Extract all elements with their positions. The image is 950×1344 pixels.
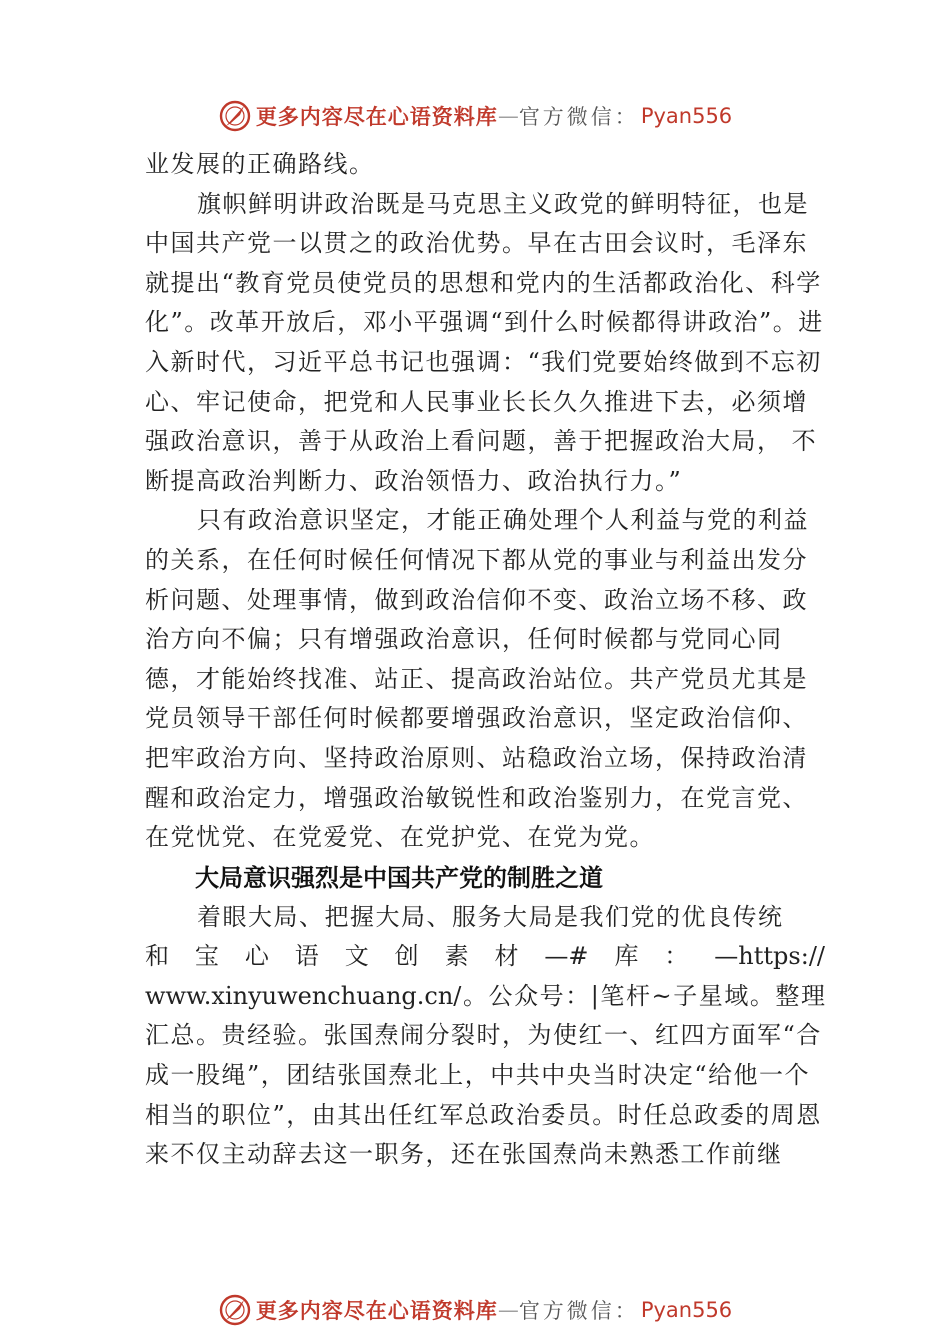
watermark-brand: 更多内容尽在心语资料库 bbox=[255, 1299, 498, 1323]
quill-seal-icon bbox=[218, 99, 252, 133]
quill-seal-icon bbox=[218, 1293, 252, 1327]
paragraph-rest: 汇总。贵经验。张国焘闹分裂时，为使红一、红四方面军“合成一股绳”，团结张国焘北上，中共中央当时决定“给他一个相当的职位”，由其出任红军总政治委员。时任总政委的周恩来不仅主动辞去这一职务，还在张国焘尚未熟悉工作前继 bbox=[145, 1021, 822, 1169]
document-body bbox=[145, 145, 825, 1175]
paragraph-big-picture bbox=[145, 898, 825, 1175]
watermark-separator: — bbox=[497, 104, 519, 128]
watermark-wechat-id: Pyan556 bbox=[640, 1298, 733, 1322]
watermark-wechat-id: Pyan556 bbox=[640, 104, 733, 128]
watermark-footer bbox=[0, 1290, 950, 1330]
paragraph-political-awareness: 只有政治意识坚定，才能正确处理个人利益与党的利益的关系，在任何时候任何情况下都从党的事业与利益出发分析问题、处理事情，做到政治信仰不变、政治立场不移、政治方向不偏；只有增强政治意识，任何时候都与党同心同德，才能始终找准、站正、提高政治站位。共产党员尤其是党员领导干部任何时候都要增强政治意识，坚定政治信仰、把牢政治方向、坚持政治原则、站稳政治立场，保持政治清醒和政治定力，增强政治敏锐性和政治鉴别力，在党言党、在党忧党、在党爱党、在党护党、在党为党。 bbox=[145, 506, 809, 852]
watermark-label: 官方微信： bbox=[518, 105, 639, 129]
section-heading: 大局意识强烈是中国共产党的制胜之道 bbox=[195, 863, 603, 892]
watermark-label: 官方微信： bbox=[518, 1299, 639, 1323]
watermark-separator: — bbox=[497, 1298, 519, 1322]
paragraph-line-spread: www.xinyuwenchuang.cn/。公众号：|笔杆~子星域。整理 bbox=[145, 981, 825, 1010]
watermark-header bbox=[0, 96, 950, 136]
paragraph-line: 着眼大局、把握大局、服务大局是我们党的优良传统 bbox=[197, 902, 784, 931]
watermark-brand: 更多内容尽在心语资料库 bbox=[255, 105, 498, 129]
paragraph-continuation: 业发展的正确路线。 bbox=[145, 150, 375, 178]
paragraph-line-spread: 和宝心语文创素材—#库：—https:// bbox=[145, 942, 825, 971]
paragraph-political-banner: 旗帜鲜明讲政治既是马克思主义政党的鲜明特征，也是中国共产党一以贯之的政治优势。早在古田会议时，毛泽东就提出“教育党员使党员的思想和党内的生活都政治化、科学化”。改革开放后，邓小平强调“到什么时候都得讲政治”。进入新时代，习近平总书记也强调：“我们党要始终做到不忘初心、牢记使命，把党和人民事业长长久久推进下去，必须增强政治意识，善于从政治上看问题，善于把握政治大局， 不断提高政治判断力、政治领悟力、政治执行力。” bbox=[145, 189, 824, 495]
